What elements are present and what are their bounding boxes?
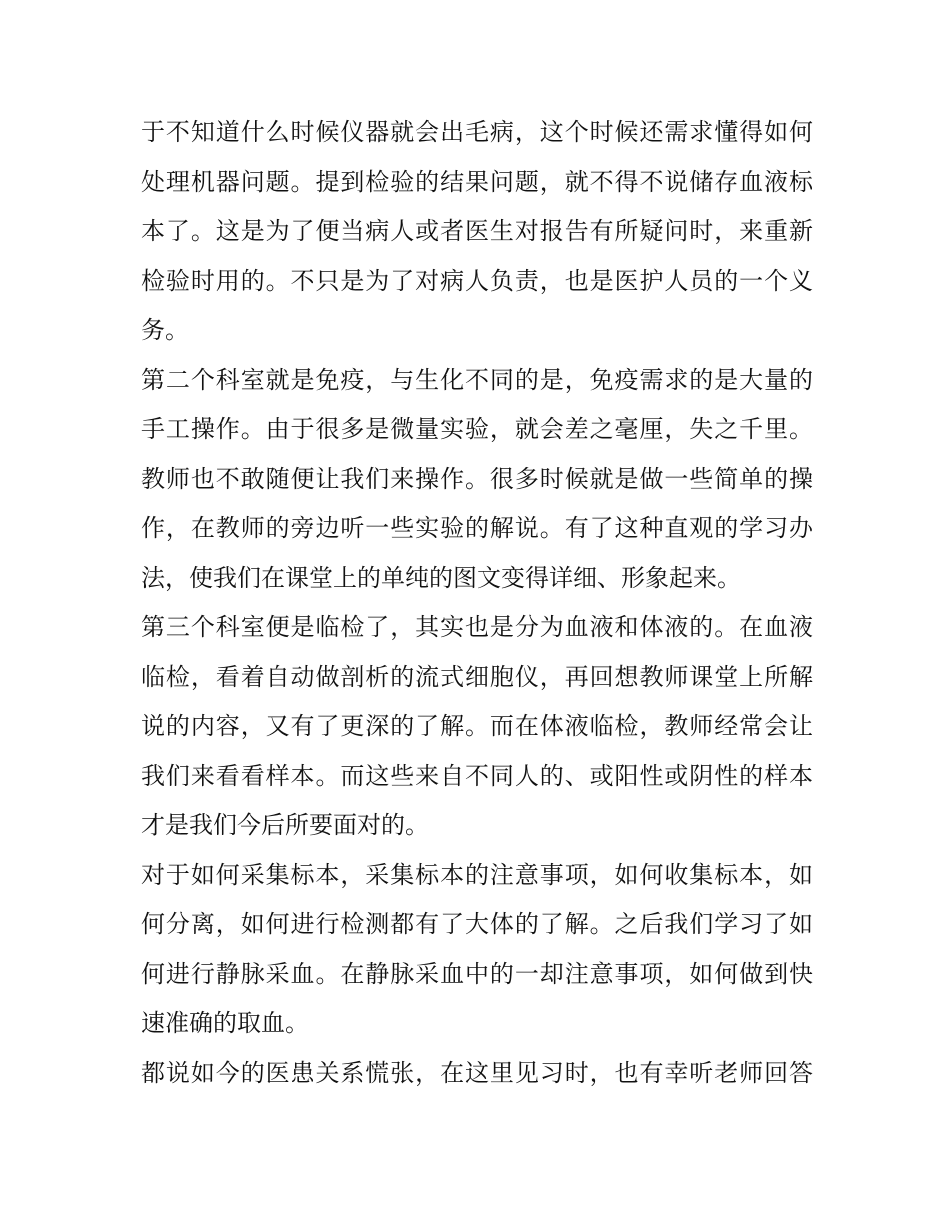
text-line: 本了。这是为了便当病人或者医生对报告有所疑问时，来重新 <box>141 217 813 245</box>
text-line: 对于如何采集标本，采集标本的注意事项，如何收集标本，如 <box>141 860 813 889</box>
text-line: 作，在教师的旁边听一些实验的解说。有了这种直观的学习办 <box>141 514 813 542</box>
text-line: 何进行静脉采血。在静脉采血中的一却注意事项，如何做到快 <box>141 959 813 988</box>
text-line: 都说如今的医患关系慌张，在这里见习时，也有幸听老师回答 <box>141 1058 813 1087</box>
text-line: 第三个科室便是临检了，其实也是分为血液和体液的。在血液 <box>141 613 813 641</box>
text-line: 检验时用的。不只是为了对病人负责，也是医护人员的一个义 <box>141 266 813 295</box>
text-line: 于不知道什么时候仪器就会出毛病，这个时候还需求懂得如何 <box>141 118 813 146</box>
text-line: 教师也不敢随便让我们来操作。很多时候就是做一些简单的操 <box>141 464 813 493</box>
text-line: 务。 <box>141 316 189 344</box>
text-line: 临检，看着自动做剖析的流式细胞仪，再回想教师课堂上所解 <box>141 662 813 691</box>
text-line: 何分离，如何进行检测都有了大体的了解。之后我们学习了如 <box>141 910 813 938</box>
text-line: 第二个科室就是免疫，与生化不同的是，免疫需求的是大量的 <box>141 365 813 394</box>
text-line: 法，使我们在课堂上的单纯的图文变得详细、形象起来。 <box>141 563 741 592</box>
text-line: 速准确的取血。 <box>141 1009 309 1037</box>
body-text <box>141 108 813 1098</box>
text-line: 手工操作。由于很多是微量实验，就会差之毫厘，失之千里。 <box>141 415 813 443</box>
text-line: 处理机器问题。提到检验的结果问题，就不得不说储存血液标 <box>141 167 813 196</box>
text-line: 说的内容，又有了更深的了解。而在体液临检，教师经常会让 <box>141 712 813 740</box>
text-line: 才是我们今后所要面对的。 <box>141 811 429 839</box>
text-line: 我们来看看样本。而这些来自不同人的、或阳性或阴性的样本 <box>141 761 813 790</box>
